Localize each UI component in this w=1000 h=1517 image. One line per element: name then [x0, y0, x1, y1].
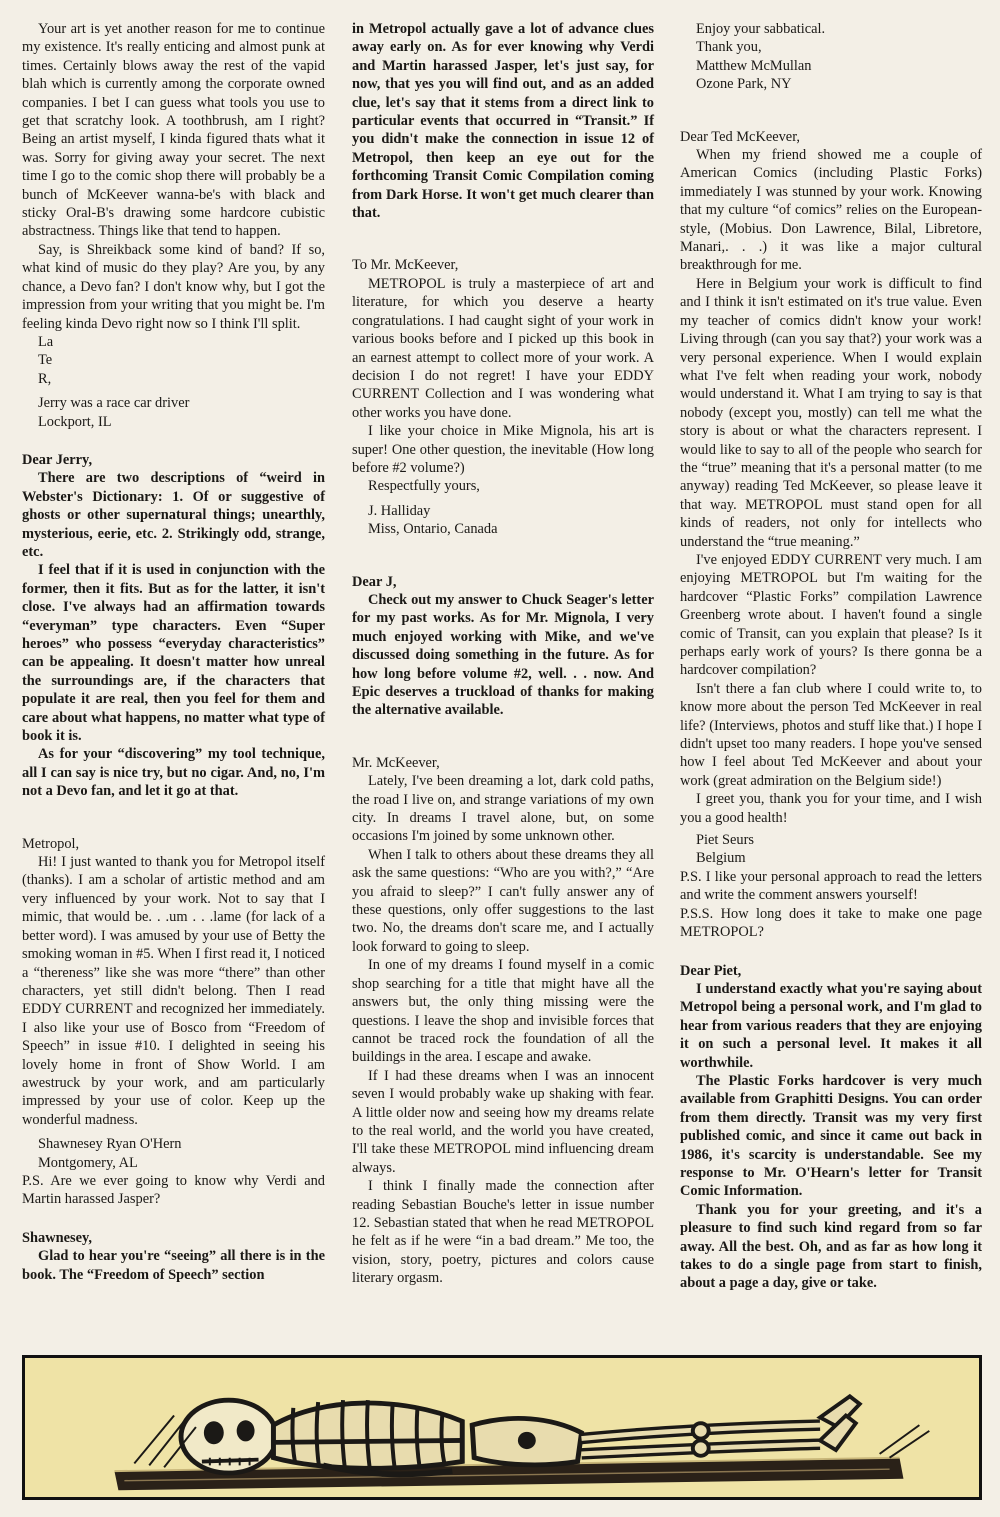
letter-paragraph: In one of my dreams I found myself in a comic shop searching for a title that might have all the answers but, the only thing missing were the questions. I leave the shop and invisible forces that cannot be traced rock the foundation of all the buildings in the area. I escape and awake.	[352, 957, 654, 1066]
letter-paragraph: Isn't there a fan club where I could write to, to know more about the person Ted McKeever in real life? (Interviews, photos and stuff like that.) I hope I didn't upset too many readers. I hope you've sensed how I feel about Ted McKeever and about your work (great admiration on the Belgium side!)	[680, 680, 982, 789]
reply-paragraph: There are two descriptions of “weird in Webster's Dictionary: 1. Of or suggestive of ghosts or other supernatural things; unearthly, mysterious, eerie, etc. 2. Strikingly odd, strange, etc.	[22, 470, 325, 560]
signature-place: Ozone Park, NY	[696, 76, 792, 93]
signature-place: Miss, Ontario, Canada	[368, 521, 498, 538]
letter-closing: Te	[38, 352, 53, 369]
letter-paragraph: I greet you, thank you for your time, and I wish you a good health!	[680, 791, 982, 826]
signature-name: Shawnesey Ryan O'Hern	[38, 1136, 182, 1153]
letter-closing: R,	[38, 370, 52, 387]
reply-salutation: Dear J,	[352, 573, 397, 590]
postscript: P.S. Are we ever going to know why Verdi and Martin harassed Jasper?	[22, 1172, 325, 1208]
letter-paragraph: METROPOL is truly a masterpiece of art and literature, for which you deserve a hearty congratulations. I had caught sight of your work in various books before and I picked up this book in an earnest attempt to collect more of your work. A decision I do not regret! I have your EDDY CURRENT Collection and I was wondering what other works you have done.	[352, 275, 654, 421]
reply-salutation: Dear Piet,	[680, 962, 742, 979]
letter-closing: Enjoy your sabbatical.	[696, 21, 826, 37]
letter-closing: La	[38, 333, 54, 350]
letter-salutation: Dear Ted McKeever,	[680, 128, 801, 145]
column-1	[22, 20, 325, 1284]
postscript: P.S. I like your personal approach to read the letters and write the comment answers yourself!	[680, 868, 982, 904]
reply-paragraph: Check out my answer to Chuck Seager's letter for my past works. As for Mr. Mignola, I very much enjoyed working with Mike, and we've discussed doing something in the future. As for how long before volume #2, well. . . now. And Epic deserves a truckload of thanks for making the alternative available.	[352, 591, 654, 719]
letter-paragraph: I like your choice in Mike Mignola, his art is super! One other question, the inevitable (How long before #2 volume?)	[352, 423, 654, 476]
letter-paragraph: Hi! I just wanted to thank you for Metropol itself (thanks). I am a scholar of artistic method and am very influenced by your work. Not to say that I mimic, that would be. . .um . . .lame (for lack of a better word). I was amused by your use of Betty the smoking woman in #5. When I first read it, I noticed a “thereness” like she was more “there” than other characters, yet still didn't belong. Then I read EDDY CURRENT and recognized her immediately. I also like your use of Bosco from “Freedom of Speech” in issue #10. I delighted in seeing his lovely home in front of Show World. I am awestruck by your work, and am particularly impressed by your use of color. Keep up the wonderful madness.	[22, 854, 325, 1128]
signature-name: J. Halliday	[368, 502, 431, 519]
letter-paragraph: Respectfully yours,	[368, 478, 480, 495]
reply-paragraph: The Plastic Forks hardcover is very much available from Graphitti Designs. You can order from them directly. Transit was my very first published comic, and since it came out back in 1986, it's scarcity is understandable. See my response to Mr. O'Hearn's letter for Transit Comic Information.	[680, 1072, 982, 1200]
reply-paragraph: I feel that if it is used in conjunction with the former, then it fits. But as for the latter, it isn't close. I've always had an affirmation towards “everyman” type characters. Even “Super heroes” who possess “everyday characteristics” can be appealing. It doesn't matter how unreal the surroundings are, if the characters that populate it are real, then you feel for them and care about what happens, no matter what type of book it is.	[22, 562, 325, 745]
signature-place: Belgium	[696, 850, 746, 867]
skeleton-illustration	[25, 1358, 979, 1497]
letter-paragraph: I've enjoyed EDDY CURRENT very much. I am enjoying METROPOL but I'm waiting for the hardcover “Plastic Forks” compilation Lawrence Greenberg wrote about. I haven't found a single comic of Transit, can you explain that please? Is it perhaps early work of yours? Is there gonna be a hardcover compilation?	[680, 551, 982, 679]
letter-halliday	[352, 256, 654, 538]
postscript-2: P.S.S. How long does it take to make one page METROPOL?	[680, 905, 982, 941]
reply-paragraph: I understand exactly what you're saying about Metropol being a personal work, and I'm glad to hear from various readers that they are enjoying it on such a personal level. It makes it all worthwhile.	[680, 980, 982, 1071]
letter-paragraph: Lately, I've been dreaming a lot, dark cold paths, the road I live on, and strange variations of my own city. In dreams I travel alone, but, on some occasions I'm joined by some unknown other.	[352, 773, 654, 845]
reply-shawnesey	[22, 1229, 325, 1284]
letter-paragraph: When I talk to others about these dreams they all ask the same questions: “Who are you with?,” “Are you afraid to sleep?” I can't fully answer any of these questions, only offer suggestions to the last two. No, the dreams don't scare me, and I actually look forward to going to sleep.	[352, 846, 654, 955]
letter-salutation: Mr. McKeever,	[352, 754, 440, 771]
column-3	[680, 20, 982, 1293]
reply-paragraph: in Metropol actually gave a lot of advance clues away early on. As for ever knowing why Verdi and Martin harassed Jasper, let's just say, for now, that yes you will find out, and as an added clue, let's say that it stems from a direct link to particular events that occurred in “Transit.” If you didn't make the connection in issue 12 of Metropol, then keep an eye out for the forthcoming Transit Comic Compilation coming from Dark Horse. It won't get much clearer than that.	[352, 21, 654, 222]
letter-paragraph: Say, is Shreikback some kind of band? If so, what kind of music do they play? Are you, by any chance, a Devo fan? I don't know why, but I got the impression from your writing that you might be. I'm feeling kinda Devo right now so I think I'll split.	[22, 241, 325, 332]
letter-piet	[680, 128, 982, 942]
letter-shawnesey	[22, 835, 325, 1209]
signature-place: Lockport, IL	[38, 413, 112, 430]
letter-paragraph: I think I finally made the connection after reading Sebastian Bouche's letter in issue number 12. Sebastian stated that when he read METROPOL he felt as if he were “in a bad dream.” Me too, the vision, story, poetry, pictures and colors cause literary orgasm.	[352, 1178, 654, 1287]
reply-salutation: Shawnesey,	[22, 1229, 92, 1246]
letter-paragraph: Your art is yet another reason for me to continue my existence. It's really enticing and almost punk at times. Certainly blows away the rest of the vapid blah which is currently among the corporate owned companies. I bet I can guess what tools you use to get that scratchy look. A toothbrush, am I right? Being an artist myself, I kinda figured thats what it was. Sorry for giving away your secret. The next time I go to the comic shop there will probably be a bunch of McKeever wanna-be's with black and sticky Oral-B's drawing some hardcore cubistic abstractness. Things like that tend to happen.	[22, 21, 325, 240]
letter-paragraph: When my friend showed me a couple of American Comics (including Plastic Forks) immediately I was stunned by your work. Knowing that my culture “of comics” relies on the European-style, (Mobius. Don Lawrence, Bilal, Libretore, Manari,. . .) it was like a major cultural breakthrough for me.	[680, 147, 982, 274]
column-2	[352, 20, 654, 1288]
letter-paragraph: If I had these dreams when I was an innocent seven I would probably wake up shaking with fear. A little older now and seeing how my dreams relate to the real world, and the world you have created, I'll take these METROPOL mind influencing dream always.	[352, 1067, 654, 1176]
reply-paragraph: Glad to hear you're “seeing” all there is in the book. The “Freedom of Speech” section	[22, 1248, 325, 1283]
reply-piet	[680, 962, 982, 1293]
reply-paragraph: Thank you for your greeting, and it's a pleasure to find such kind regard from so far away. All the best. Oh, and as far as how long it takes to do a single page from start to finish, about a page a day, give or take.	[680, 1201, 982, 1292]
reply-shawnesey-continued	[352, 20, 654, 222]
letter-paragraph: Here in Belgium your work is difficult to find and I think it isn't estimated on it's true value. Even my teacher of comics didn't know your work! Living through (can you say that?) your work was a very personal experience. When I would explain what I've felt when reading your work, nobody would understand it. What I am trying to say is that nobody (except you, mostly) can tell me what the story is about or what the characters represent. I would like to say to all of the people who search for the “true” meaning that it's a personal matter (to me anyway) reading Ted McKeever, so please leave it that way. METROPOL must stand open for all kinds of readers, not only for intellects who understand the “true meaning.”	[680, 275, 982, 550]
reply-salutation: Dear Jerry,	[22, 451, 93, 468]
signature-name: Piet Seurs	[696, 832, 754, 849]
signature-name: Matthew McMullan	[696, 57, 812, 74]
letter-closing: Thank you,	[696, 39, 762, 56]
letter-dreams-end	[680, 20, 982, 94]
signature-place: Montgomery, AL	[38, 1154, 138, 1171]
reply-halliday	[352, 573, 654, 720]
signature-name: Jerry was a race car driver	[38, 395, 190, 412]
letter-salutation: Metropol,	[22, 835, 80, 852]
reply-paragraph: As for your “discovering” my tool technique, all I can say is nice try, but no cigar. And, no, I'm not a Devo fan, and let it go at that.	[22, 746, 325, 800]
skeleton-illustration-banner	[22, 1355, 982, 1500]
reply-jerry	[22, 451, 325, 801]
letter-jerry	[22, 20, 325, 431]
letter-salutation: To Mr. McKeever,	[352, 257, 459, 274]
letter-dreams	[352, 754, 654, 1288]
